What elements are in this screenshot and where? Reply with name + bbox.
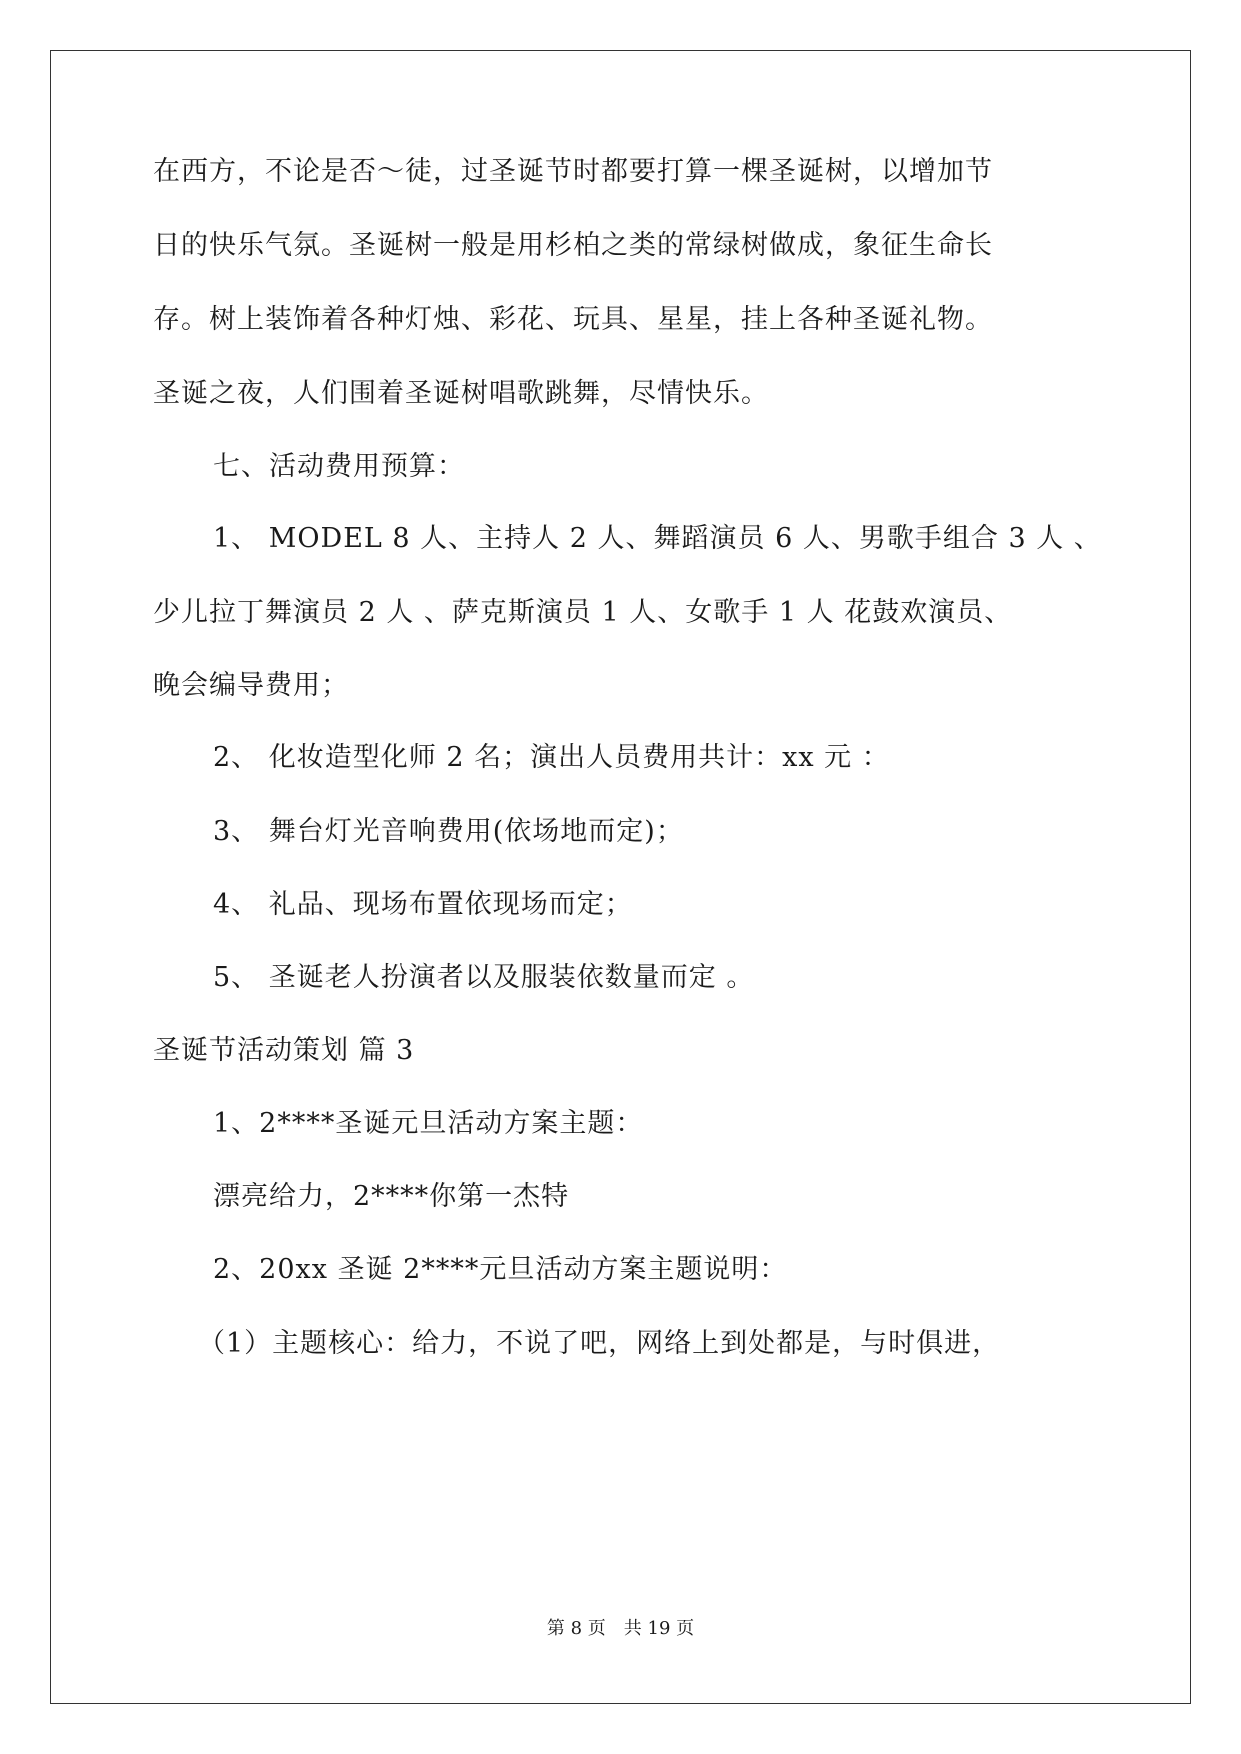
section-title: 圣诞节活动策划 篇 3 — [153, 1035, 415, 1066]
list-item: 2、 化妆造型化师 2 名；演出人员费用共计：xx 元 ： — [213, 742, 890, 773]
body-line: 圣诞之夜，人们围着圣诞树唱歌跳舞，尽情快乐。 — [153, 378, 769, 409]
list-item: 5、 圣诞老人扮演者以及服装依数量而定 。 — [213, 962, 755, 993]
body-line: 少儿拉丁舞演员 2 人 、萨克斯演员 1 人、女歌手 1 人 花鼓欢演员、 — [153, 597, 1013, 628]
list-item: 2、20xx 圣诞 2****元旦活动方案主题说明： — [213, 1254, 788, 1285]
body-line: 存。树上装饰着各种灯烛、彩花、玩具、星星，挂上各种圣诞礼物。 — [153, 304, 993, 335]
list-item: 4、 礼品、现场布置依现场而定； — [213, 889, 633, 920]
list-item: （1）主题核心：给力，不说了吧，网络上到处都是，与时俱进， — [198, 1328, 1001, 1359]
list-item: 3、 舞台灯光音响费用(依场地而定)； — [213, 816, 684, 847]
body-line: 晚会编导费用； — [153, 670, 349, 701]
page-border — [50, 50, 1191, 1704]
list-item: 1、2****圣诞元旦活动方案主题： — [213, 1108, 644, 1139]
section-heading: 七、活动费用预算： — [213, 451, 465, 482]
body-line: 日的快乐气氛。圣诞树一般是用杉柏之类的常绿树做成，象征生命长 — [153, 230, 993, 261]
body-line: 漂亮给力，2****你第一杰特 — [213, 1181, 570, 1212]
body-line: 在西方，不论是否～徒，过圣诞节时都要打算一棵圣诞树，以增加节 — [153, 156, 993, 187]
page-number-footer: 第 8 页 共 19 页 — [546, 1618, 695, 1639]
list-item: 1、 MODEL 8 人、主持人 2 人、舞蹈演员 6 人、男歌手组合 3 人 、 — [213, 523, 1102, 554]
